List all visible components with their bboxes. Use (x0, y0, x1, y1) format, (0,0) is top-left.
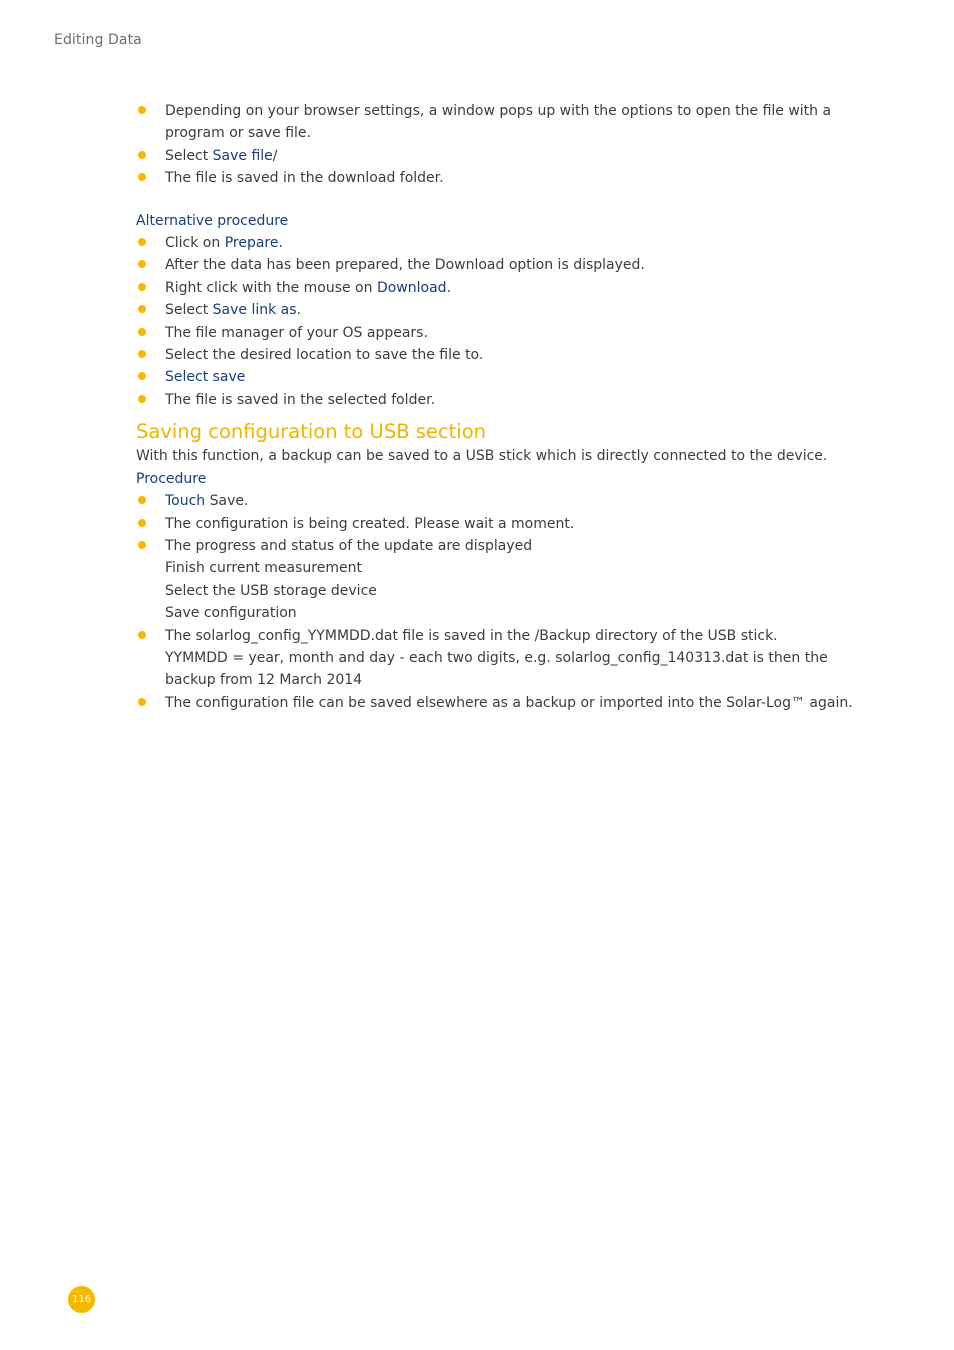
bullet-icon (138, 238, 146, 246)
running-header: Editing Data (54, 32, 142, 48)
list-item: The file is saved in the download folder. (136, 167, 866, 189)
section-title: Saving configuration to USB section (136, 420, 487, 444)
bullet-icon (138, 106, 146, 114)
list-item: The configuration is being created. Please wait a moment. (136, 513, 866, 535)
list-item: Right click with the mouse on Download. (136, 277, 866, 299)
list-item-continuation: YYMMDD = year, month and day - each two digits, e.g. solarlog_config_140313.dat is then the (165, 649, 828, 666)
list-item: Depending on your browser settings, a window pops up with the options to open the file with a program or save file. (136, 100, 866, 145)
bullet-icon (138, 305, 146, 313)
list-item: Click on Prepare. (136, 232, 866, 254)
list-item: The file manager of your OS appears. (136, 322, 866, 344)
bullet-icon (138, 519, 146, 527)
touch-link[interactable]: Touch (165, 493, 206, 510)
bullet-icon (138, 350, 146, 358)
list-item-continuation: backup from 12 March 2014 (165, 672, 363, 689)
list-item: The solarlog_config_YYMMDD.dat file is saved in the /Backup directory of the USB stick. (136, 625, 866, 647)
bullet-icon (138, 631, 146, 639)
list-item: Select Save file/ (136, 145, 866, 167)
bullet-icon (138, 395, 146, 403)
list-item: Select Save link as. (136, 299, 866, 321)
page-number-badge: 116 (68, 1286, 95, 1313)
list-item: The progress and status of the update are displayed (136, 535, 866, 557)
alternative-steps-list (136, 232, 866, 411)
page-content (136, 100, 866, 714)
list-item (136, 366, 866, 388)
list-item: The configuration file can be saved elsewhere as a backup or imported into the Solar-Log™ again. (136, 692, 866, 714)
list-item-continuation: Select the USB storage device (165, 582, 377, 599)
download-link[interactable]: Download (376, 279, 447, 296)
list-item: Select the desired location to save the file to. (136, 344, 866, 366)
list-item-continuation: Save configuration (165, 605, 297, 622)
bullet-icon (138, 496, 146, 504)
bullet-icon (138, 151, 146, 159)
select-save-link[interactable]: Select save (165, 369, 246, 386)
bullet-icon (138, 328, 146, 336)
section-intro: With this function, a backup can be saved to a USB stick which is directly connected to the device. (136, 448, 828, 465)
save-link-as-link[interactable]: Save link as (212, 302, 297, 319)
bullet-icon (138, 260, 146, 268)
download-steps-list (136, 100, 866, 190)
bullet-icon (138, 541, 146, 549)
list-item: The file is saved in the selected folder. (136, 389, 866, 411)
list-item: After the data has been prepared, the Download option is displayed. (136, 254, 866, 276)
usb-steps-list (136, 490, 866, 714)
procedure-heading: Procedure (136, 470, 207, 487)
bullet-icon (138, 173, 146, 181)
prepare-link[interactable]: Prepare (224, 235, 279, 252)
save-file-link[interactable]: Save file (212, 147, 273, 164)
bullet-icon (138, 283, 146, 291)
list-item: Touch Save. (136, 490, 866, 512)
bullet-icon (138, 698, 146, 706)
bullet-icon (138, 372, 146, 380)
alternative-procedure-heading: Alternative procedure (136, 212, 289, 229)
list-item-continuation: Finish current measurement (165, 560, 362, 577)
